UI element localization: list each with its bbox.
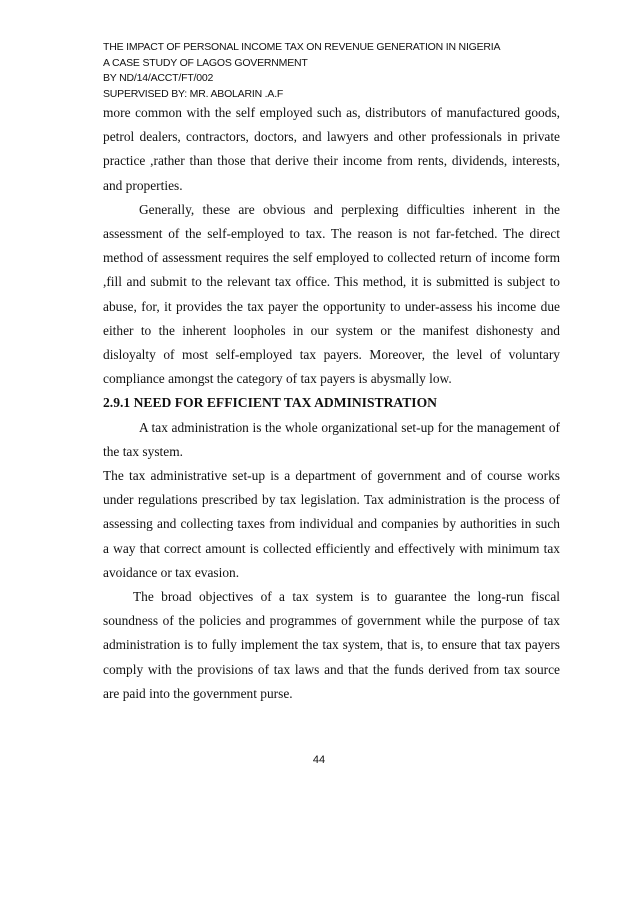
paragraph-definition: A tax administration is the whole organizational set-up for the management of the tax system. (103, 419, 560, 459)
document-body (103, 101, 560, 706)
running-header (103, 40, 573, 102)
paragraph-continued: more common with the self employed such as, distributors of manufactured goods, petrol dealers, contractors, doctors, and lawyers and other professionals in private practice ,rather than those that derive their income from rents, dividends, interests, and properties. (103, 105, 560, 193)
paragraph-administrative-setup: The tax administrative set-up is a department of government and of course works under regulations prescribed by tax legislation. Tax administration is the process of assessing and collecting taxes from individual and companies by authorities in such a way that correct amount is collected efficiently and effectively with minimum tax avoidance or tax evasion. (103, 468, 560, 580)
page-number: 44 (312, 754, 326, 766)
header-student-id: BY ND/14/ACCT/FT/002 (103, 72, 214, 84)
section-heading: 2.9.1 NEED FOR EFFICIENT TAX ADMINISTRATION (103, 395, 437, 411)
paragraph-difficulties: Generally, these are obvious and perplexing difficulties inherent in the assessment of the self-employed to tax. The reason is not far-fetched. The direct method of assessment requires the self employed to collected return of income form ,fill and submit to the relevant tax office. This method, it is submitted is subject to abuse, for, it provides the tax payer the opportunity to under-assess his income due either to the inherent loopholes in our system or the manifest dishonesty and disloyalty of most self-employed tax payers. Moreover, the level of voluntary compliance amongst the category of tax payers is abysmally low. (103, 201, 560, 387)
header-case-study: A CASE STUDY OF LAGOS GOVERNMENT (103, 56, 308, 69)
paragraph-objectives: The broad objectives of a tax system is to guarantee the long-run fiscal soundness of the policies and programmes of government while the purpose of tax administration is to fully implement the tax system, that is, to ensure that tax payers comply with the provisions of tax laws and that the funds derived from tax source are paid into the government purse. (103, 589, 560, 701)
header-title: THE IMPACT OF PERSONAL INCOME TAX ON REVENUE GENERATION IN NIGERIA (103, 41, 501, 53)
header-supervisor: SUPERVISED BY: MR. ABOLARIN .A.F (103, 87, 284, 100)
